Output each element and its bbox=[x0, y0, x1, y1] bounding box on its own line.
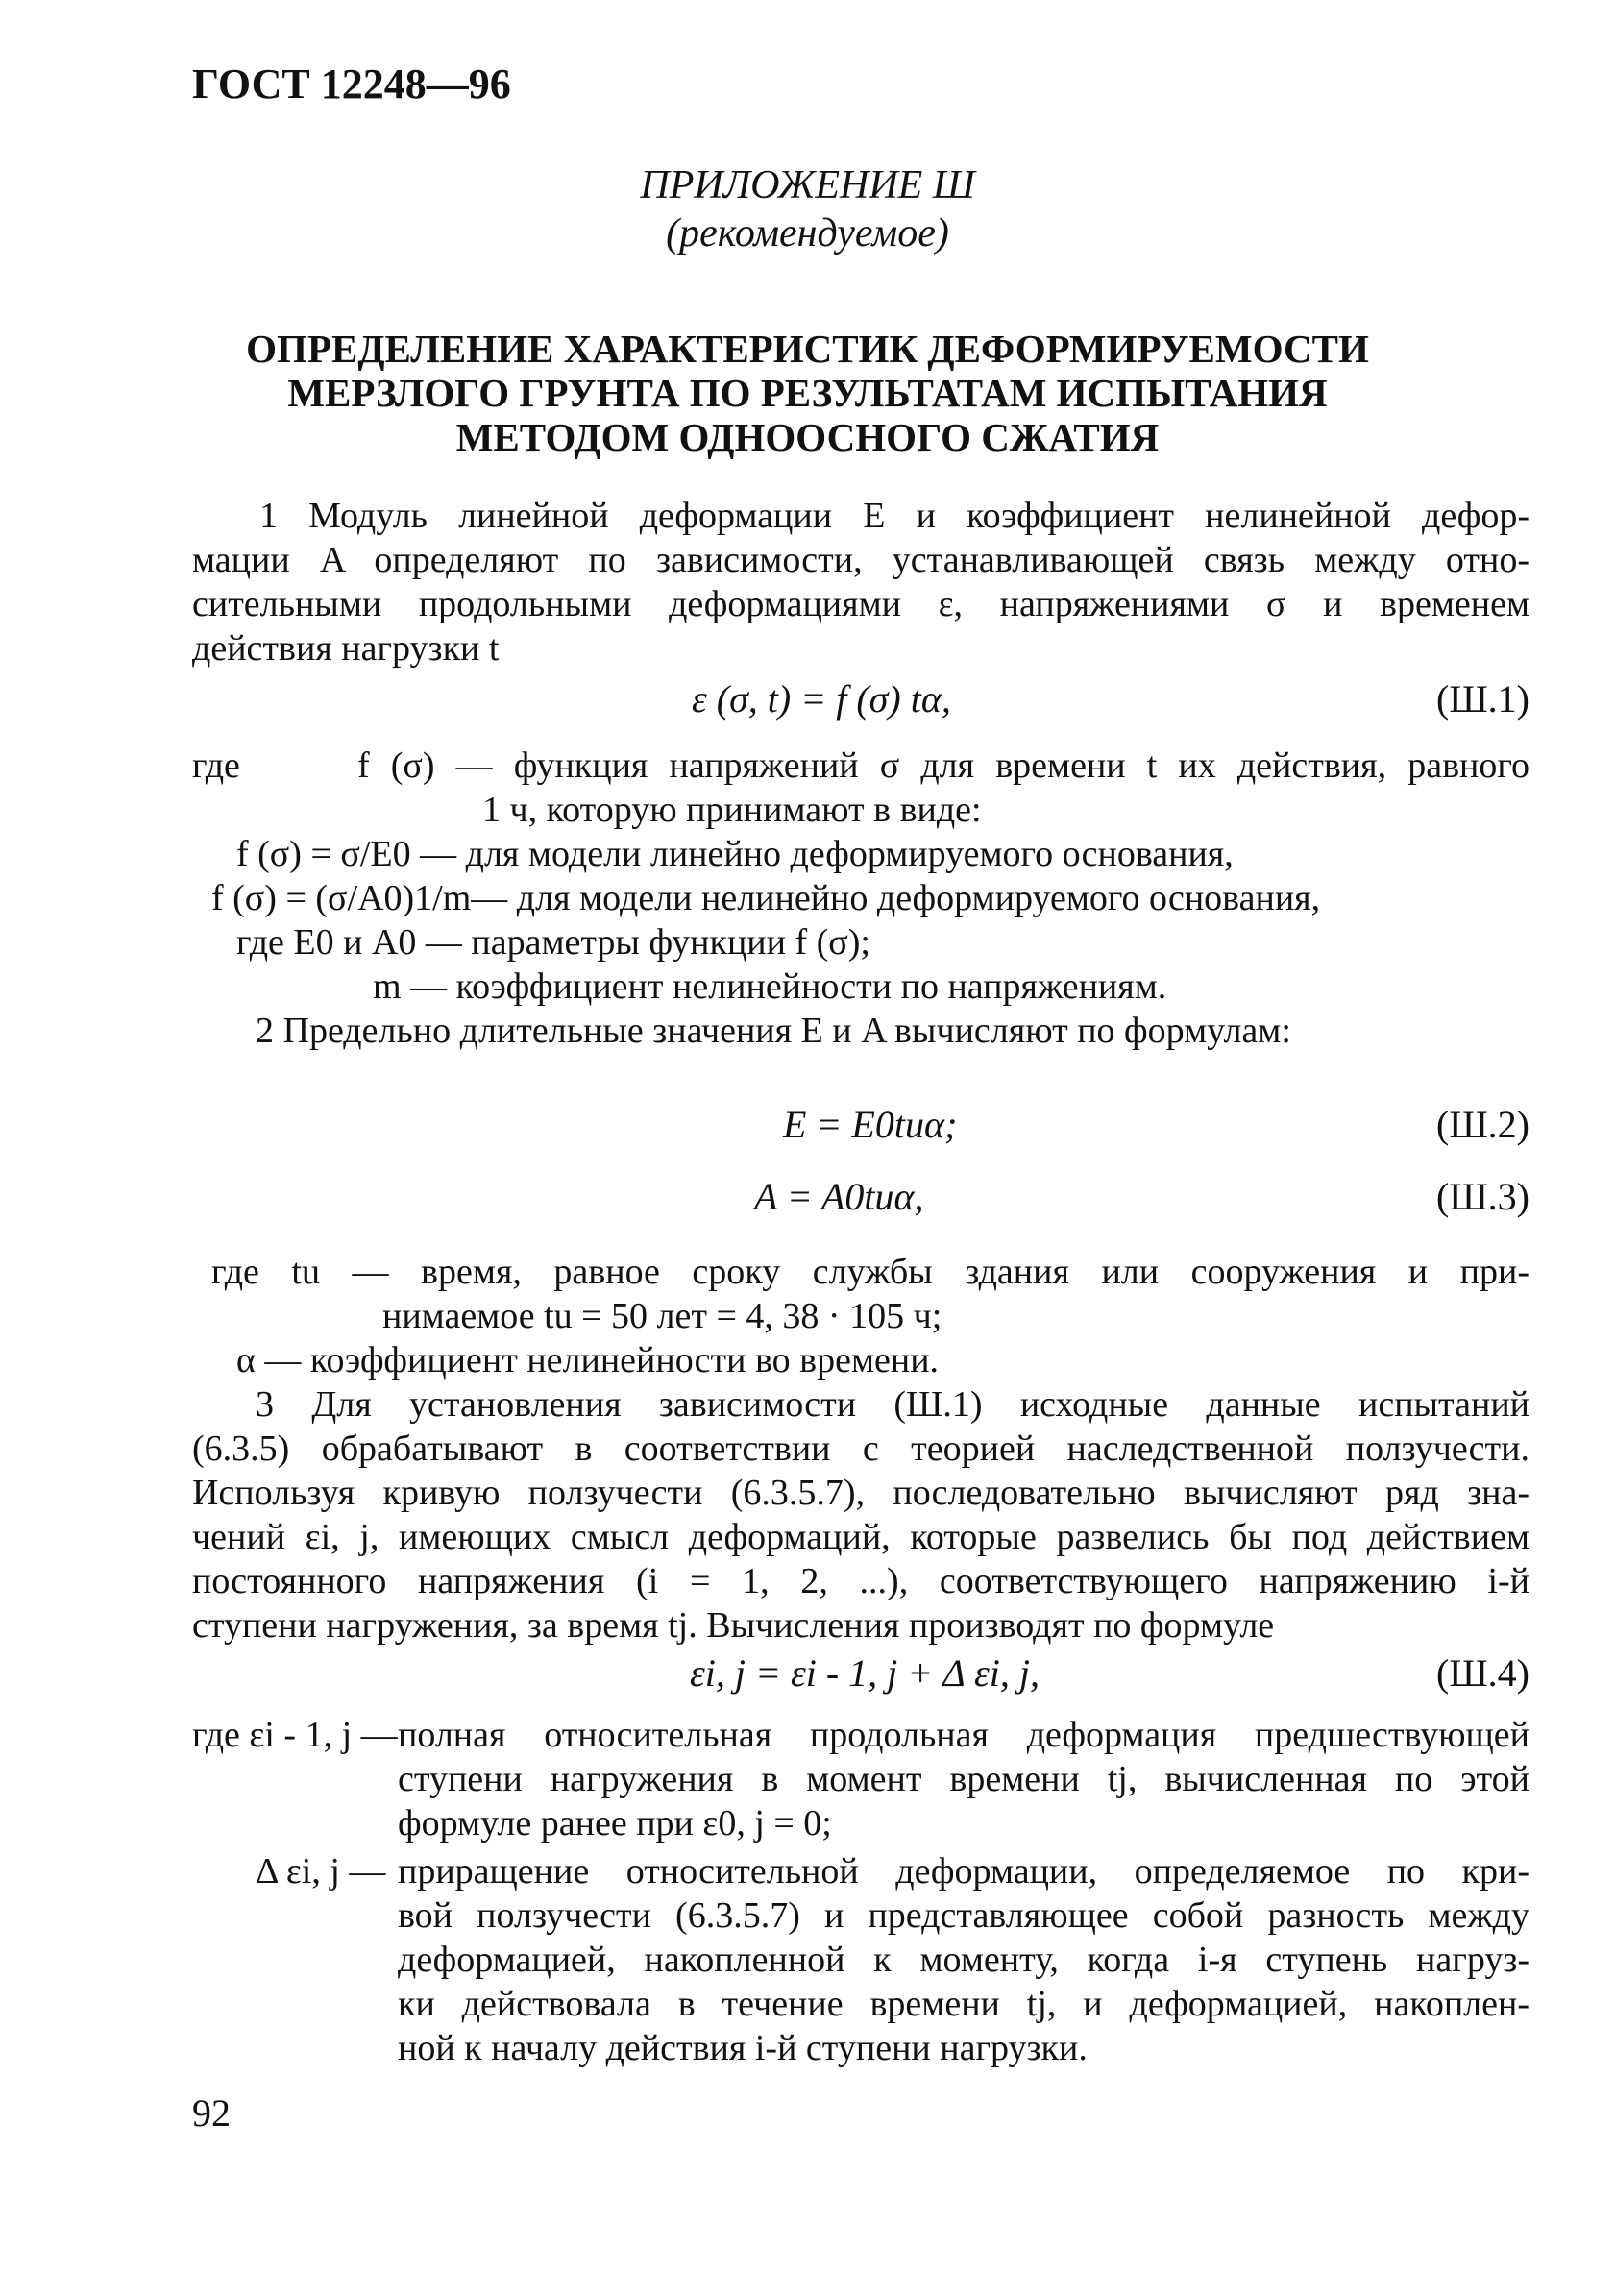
definition-prev-line-2: ступени нагружения в момент времени tj, вычисленная по этой bbox=[398, 1759, 1529, 1799]
paragraph-3-line-2: (6.3.5) обрабатывают в соответствии с теорией наследственной ползучести. bbox=[192, 1429, 1529, 1469]
appendix-title: ПРИЛОЖЕНИЕ Ш bbox=[640, 163, 975, 208]
definition-line-2: 1 ч, которую принимают в виде: bbox=[482, 790, 982, 830]
definition-line-5: где E0 и A0 — параметры функции f (σ); bbox=[236, 922, 870, 963]
definition-delta-term: Δ εi, j — bbox=[256, 1851, 386, 1892]
formula-number-sh1: (Ш.1) bbox=[1436, 677, 1529, 721]
formula-number-sh2: (Ш.2) bbox=[1436, 1103, 1529, 1146]
definition-delta-line-4: ки действовала в течение времени tj, и деформацией, накоплен- bbox=[398, 1984, 1529, 2024]
paragraph-2-intro: 2 Предельно длительные значения E и A вычисляют по формулам: bbox=[256, 1011, 1291, 1051]
paragraph-3-line-3: Используя кривую ползучести (6.3.5.7), последовательно вычисляют ряд зна- bbox=[192, 1473, 1529, 1513]
where-label: где bbox=[192, 745, 240, 786]
appendix-note: (рекомендуемое) bbox=[666, 211, 949, 256]
paragraph-1-line-4: действия нагрузки t bbox=[192, 628, 500, 669]
section-heading-line-1: ОПРЕДЕЛЕНИЕ ХАРАКТЕРИСТИК ДЕФОРМИРУЕМОСТИ bbox=[246, 327, 1369, 371]
formula-number-sh4: (Ш.4) bbox=[1436, 1651, 1529, 1695]
section-heading-line-2: МЕРЗЛОГО ГРУНТА ПО РЕЗУЛЬТАТАМ ИСПЫТАНИЯ bbox=[287, 371, 1328, 415]
paragraph-3-line-4: чений εi, j, имеющих смысл деформаций, которые развелись бы под действием bbox=[192, 1517, 1529, 1557]
definition-delta-line-3: деформацией, накопленной к моменту, когда i-я ступень нагруз- bbox=[398, 1940, 1529, 1980]
definition-prev-line-3: формуле ранее при ε0, j = 0; bbox=[398, 1803, 832, 1844]
paragraph-1-line-1: 1 Модуль линейной деформации E и коэффициент нелинейной дефор- bbox=[259, 496, 1529, 536]
formula-sh2: E = E0tuα; bbox=[783, 1103, 958, 1146]
definition-delta-line-5: ной к началу действия i-й ступени нагрузки. bbox=[398, 2028, 1088, 2068]
page-number: 92 bbox=[192, 2091, 231, 2135]
formula-sh1: ε (σ, t) = f (σ) tα, bbox=[692, 677, 951, 721]
formula-sh3: A = A0tuα, bbox=[754, 1175, 924, 1218]
formula-number-sh3: (Ш.3) bbox=[1436, 1175, 1529, 1218]
definition-line-4: f (σ) = (σ/A0)1/m— для модели нелинейно деформируемого основания, bbox=[211, 878, 1321, 918]
definition-delta-line-2: вой ползучести (6.3.5.7) и представляющее собой разность между bbox=[398, 1895, 1529, 1936]
paragraph-1-line-3: сительными продольными деформациями ε, напряжениями σ и временем bbox=[192, 584, 1529, 624]
definition-tu-line-2: нимаемое tu = 50 лет = 4, 38 · 105 ч; bbox=[382, 1296, 942, 1336]
definition-line-1: f (σ) — функция напряжений σ для времени t их действия, равного bbox=[357, 745, 1529, 786]
paragraph-3-line-5: постоянного напряжения (i = 1, 2, ...), соответствующего напряжению i-й bbox=[192, 1561, 1529, 1601]
paragraph-3-line-1: 3 Для установления зависимости (Ш.1) исходные данные испытаний bbox=[256, 1384, 1529, 1425]
definition-prev-line-1: полная относительная продольная деформация предшествующей bbox=[398, 1715, 1529, 1755]
definition-delta-line-1: приращение относительной деформации, определяемое по кри- bbox=[398, 1851, 1529, 1892]
definition-tu-line-1: где tu — время, равное сроку службы здания или сооружения и при- bbox=[211, 1252, 1529, 1292]
formula-sh4: εi, j = εi - 1, j + Δ εi, j, bbox=[690, 1651, 1040, 1695]
definition-prev-term: где εi - 1, j — bbox=[192, 1715, 398, 1755]
paragraph-1-line-2: мации A определяют по зависимости, устанавливающей связь между отно- bbox=[192, 540, 1529, 580]
definition-line-3: f (σ) = σ/E0 — для модели линейно деформируемого основания, bbox=[236, 834, 1234, 874]
definition-line-6: m — коэффициент нелинейности по напряжениям. bbox=[373, 966, 1167, 1007]
definition-alpha: α — коэффициент нелинейности во времени. bbox=[236, 1340, 940, 1380]
document-code: ГОСТ 12248—96 bbox=[192, 61, 511, 108]
section-heading-line-3: МЕТОДОМ ОДНООСНОГО СЖАТИЯ bbox=[455, 415, 1160, 459]
paragraph-3-line-6: ступени нагружения, за время tj. Вычисления производят по формуле bbox=[192, 1605, 1275, 1646]
